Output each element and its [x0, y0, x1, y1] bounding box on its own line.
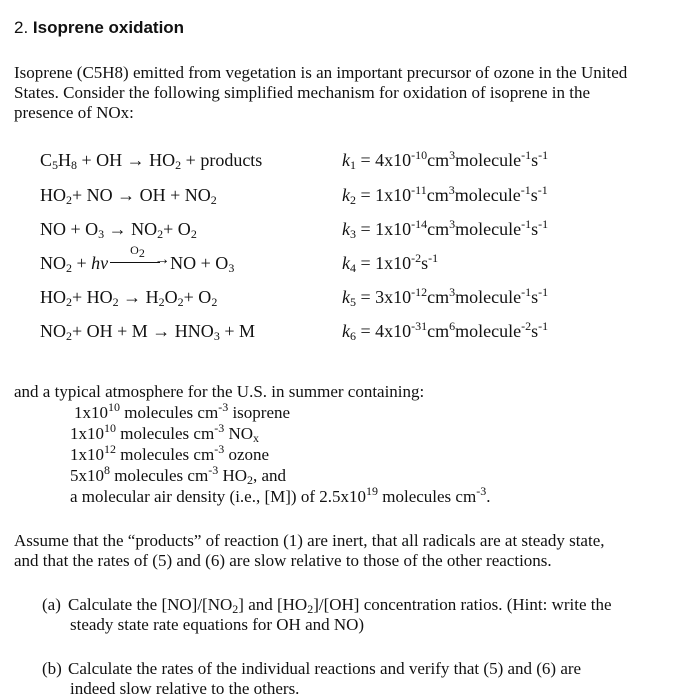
intro-line-1: Isoprene (C5H8) emitted from vegetation is an important precursor of ozone in the United	[14, 63, 628, 82]
reaction-4: $NO_2 + h\nu$ $O_2$ → NO + $O_3$	[40, 243, 235, 275]
rate-constant-1: $k_1$ = $4x10^{-10}cm^3molecule^{-1}s^{-1}$	[342, 148, 549, 172]
rate-constant-3: $k_3$ = $1x10^{-14}cm^3molecule^{-1}s^{-1}$	[342, 217, 549, 241]
question-a-line-1: Calculate the $[NO]/[NO_2]$ and $[HO_2]/[OH]$ concentration ratios. (Hint: write the	[68, 595, 612, 616]
assumptions-paragraph	[14, 531, 664, 571]
intro-line-2: States. Consider the following simplified mechanism for oxidation of isoprene in the	[14, 83, 591, 102]
question-a-label: (a)	[42, 595, 61, 614]
rate-constant-6: $k_6$ = $4x10^{-31}cm^6molecule^{-2}s^{-1}$	[342, 319, 549, 343]
question-a-line-2: steady state rate equations for OH and NO)	[70, 615, 365, 634]
reaction-3: NO + $O_3 \to NO_2+ O_2$	[40, 219, 197, 241]
condition-ho2: $5x10^8$ molecules $cm^{-3}$ $HO_2$, and	[70, 463, 287, 487]
reaction-2: $HO_2+$ NO → OH + $NO_2$	[40, 185, 217, 207]
reaction-5: $HO_2+ HO_2 \to H_2O_2+ O_2$	[40, 287, 218, 309]
condition-nox: $1x10^{10}$ molecules $cm^{-3}$ $NO_x$	[70, 421, 260, 445]
question-b-label: (b)	[42, 659, 62, 678]
section-heading	[14, 18, 184, 38]
intro-paragraph	[14, 63, 664, 123]
photolysis-arrow: $O_2$ →	[108, 255, 170, 269]
reaction-6: $NO_2+$ OH + $M \to HNO_3 + M$	[40, 321, 255, 343]
section-title: Isoprene oxidation	[32, 18, 185, 37]
assume-line-2: and that the rates of (5) and (6) are slow relative to those of the other reactions.	[14, 551, 552, 570]
rate-constant-4: $k_4 = 1x10^{-2}s^{-1}$	[342, 251, 439, 275]
intro-line-3: presence of NOx:	[14, 103, 134, 122]
reaction-1: $C_5H_8$ + OH → $HO_2$ + products	[40, 150, 263, 172]
assume-line-1: Assume that the “products” of reaction (1) are inert, that all radicals are at steady state,	[14, 531, 605, 550]
condition-ozone: $1x10^{12}$ molecules $cm^{-3}$ ozone	[70, 442, 270, 464]
question-b	[42, 659, 667, 699]
condition-air-density: a molecular air density (i.e., [M]) of $2.5x10^{19}$ molecules $cm^{-3}$.	[70, 484, 491, 506]
question-b-line-1: Calculate the rates of the individual reactions and verify that (5) and (6) are	[68, 659, 582, 678]
section-number: 2.	[14, 18, 29, 37]
question-b-line-2: indeed slow relative to the others.	[70, 679, 300, 698]
question-a	[42, 595, 667, 635]
conditions-intro: and a typical atmosphere for the U.S. in summer containing:	[14, 382, 425, 401]
condition-isoprene: $1x10^{10}$ molecules $cm^{-3}$ isoprene	[74, 400, 291, 422]
rate-constant-5: $k_5$ = $3x10^{-12}cm^3molecule^{-1}s^{-1}$	[342, 285, 549, 309]
rate-constant-2: $k_2$ = $1x10^{-11}cm^3molecule^{-1}s^{-1}$	[342, 183, 548, 207]
